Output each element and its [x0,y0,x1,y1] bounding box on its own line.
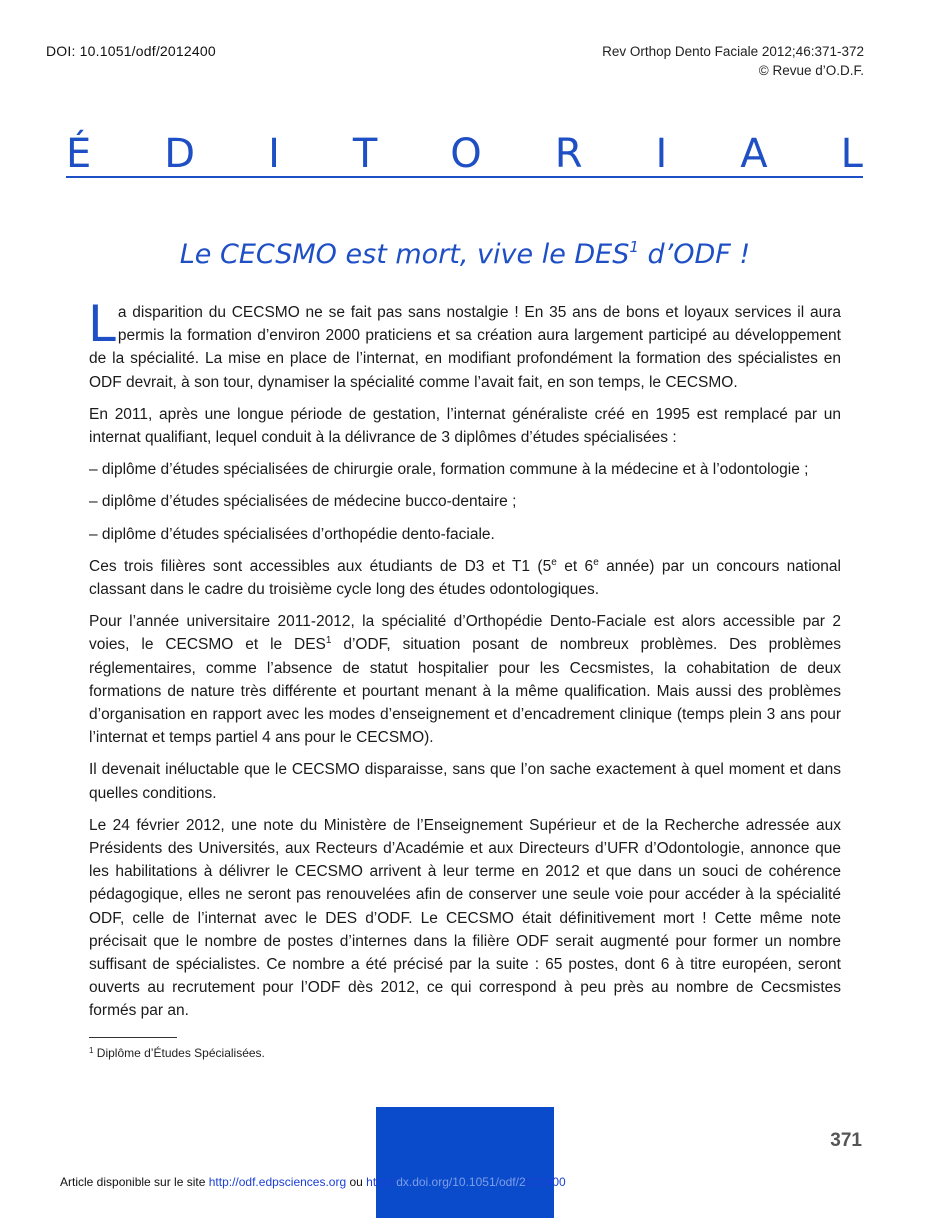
paragraph-text: d’ODF, situation posant de nombreux problèmes. Des problèmes réglementaires, comme l’absence de statut hospitalier pour les Cecsmistes, la cohabitation de deux formations de nature très différente et pourtant menant à la même qualification. Mais aussi des problèmes d’organisation en rapport avec les modes d’enseignement et d’encadrement clinique (temps plein 3 ans pour l’internat et temps partiel 4 ans pour le CECSMO). [89,636,841,747]
paragraph [89,610,841,749]
rubric-letter: A [740,131,768,177]
availability-middle: ou [346,1175,367,1189]
copyright: © Revue d’O.D.F. [758,63,864,78]
doi: DOI: 10.1051/odf/2012400 [46,43,216,59]
title-text: Le CECSMO est mort, vive le DES [179,239,630,270]
rubric-letter: T [352,131,378,177]
footnote-number: 1 [89,1046,94,1055]
footnote-mark: 1 [325,635,332,647]
paragraph-text: Pour l’année universitaire 2011-2012, la spécialité d’Orthopédie Dento-Faciale est alors accessible par 2 voies, le CECSMO et le DES [89,613,841,654]
list-item: – diplôme d’études spécialisées de médecine bucco-dentaire ; [89,493,517,511]
journal-reference: Rev Orthop Dento Faciale 2012;46:371-372 [602,44,864,59]
availability-prefix: Article disponible sur le site [60,1175,209,1189]
site-link[interactable]: http://odf.edpsciences.org [208,1175,347,1189]
paragraph-text: Ces trois filières sont accessibles aux étudiants de D3 et T1 (5 [89,557,552,575]
rubric-letter: L [840,131,863,177]
drop-cap: L [88,295,116,353]
doi-link-part: http:// [366,1175,397,1189]
article-body [88,295,841,1032]
page-number: 371 [830,1130,862,1151]
list-item: – diplôme d’études spécialisées d’orthopédie dento-faciale. [89,525,495,543]
paragraph: Il devenait inéluctable que le CECSMO disparaisse, sans que l’on sache exactement à quel moment et dans quelles conditions. [89,761,841,802]
article-title [0,238,930,270]
paragraph: En 2011, après une longue période de gestation, l’internat généraliste créé en 1995 est remplacé par un internat qualifiant, lequel conduit à la délivrance de 3 diplômes d’études spécialisées : [89,405,841,447]
paragraph-text: a disparition du CECSMO ne se fait pas sans nostalgie ! En 35 ans de bons et loyaux services il aura permis la formation d’environ 2000 praticiens et sa création aura largement participé au développement de la spécialité. La mise en place de l’internat, en modifiant profondément la formation des spécialistes en ODF devrait, à son tour, dynamiser la spécialité comme l’avait fait, en son temps, le CECSMO. [89,304,841,391]
doi-link-part: 012400 [525,1175,566,1189]
list-item: – diplôme d’études spécialisées de chirurgie orale, formation commune à la médecine et à l’odontologie ; [89,461,809,479]
paragraph [88,295,841,394]
rubric-letter: O [450,131,482,177]
paragraph: Le 24 février 2012, une note du Ministère de l’Enseignement Supérieur et de la Recherche adressée aux Présidents des Universités, aux Recteurs d’Académie et aux Directeurs d’UFR d’Odontologie, annonce que les habilitations à délivrer le CECSMO arrivent à leur terme en 2012 et que dans un souci de cohérence pédagogique, elles ne seront pas renouvelées afin de conserver une seule voie pour accéder à la spécialité ODF, celle de l’internat avec le DES d’ODF. Le CECSMO était définitivement mort ! Cette même note précisait que le nombre de postes d’internes dans la filière ODF serait augmenté pour former un nombre suffisant de spécialistes. Ce nombre a été précisé par la suite : 65 postes, dont 6 à titre européen, seront ouverts au recrutement pour l’ODF dès 2012, ce qui correspond à peu près au nombre de Cecsmistes formés par an. [89,816,841,1020]
rubric-letter: I [655,131,668,177]
availability-note [60,1175,566,1189]
footnote [89,1046,265,1060]
superscript: e [551,556,557,568]
paragraph-text: et 6 [556,557,594,575]
doi-link-part: dx.doi.org/10.1051/odf/2 [396,1175,526,1189]
footnote-rule [89,1037,177,1038]
title-footnote-mark: 1 [629,238,639,256]
rubric-letter: I [268,131,280,177]
rubric-letter: É [66,131,92,177]
paragraph [89,555,841,601]
footnote-text: Diplôme d’Études Spécialisées. [93,1046,265,1060]
section-rubric [66,130,863,178]
blue-block [376,1107,554,1218]
journal-citation [602,42,864,80]
rubric-letter: D [164,131,196,177]
paragraph-text: année) par un concours national classant dans le cadre du troisième cycle long des études odontologiques. [89,557,841,599]
rubric-letter: R [554,131,583,177]
title-text-end: d’ODF ! [638,239,751,270]
superscript: e [593,556,599,568]
doi-link[interactable] [366,1175,566,1189]
